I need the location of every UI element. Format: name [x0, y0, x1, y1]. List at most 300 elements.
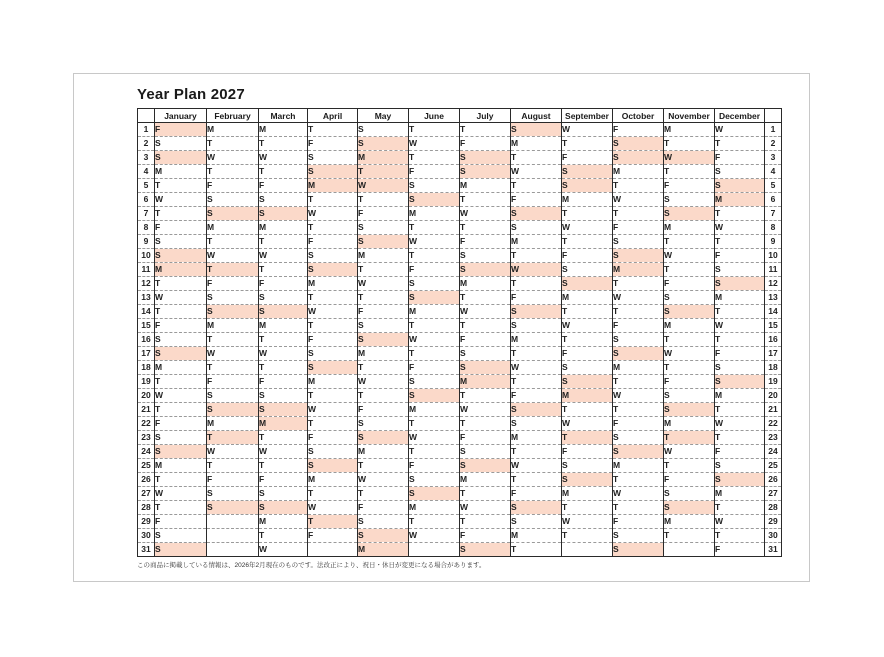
day-cell: S — [409, 291, 460, 305]
day-cell: S — [409, 487, 460, 501]
day-cell: T — [460, 123, 511, 137]
day-cell: F — [409, 263, 460, 277]
day-cell — [207, 529, 259, 543]
day-cell: W — [715, 515, 765, 529]
day-row — [138, 515, 782, 529]
day-number-left: 10 — [138, 249, 155, 263]
day-cell: S — [155, 249, 207, 263]
day-cell: T — [715, 207, 765, 221]
day-cell: S — [715, 459, 765, 473]
day-row — [138, 235, 782, 249]
day-row — [138, 277, 782, 291]
day-cell: M — [155, 459, 207, 473]
day-number-left: 26 — [138, 473, 155, 487]
day-cell: S — [409, 473, 460, 487]
day-cell: F — [715, 543, 765, 557]
day-cell: S — [409, 179, 460, 193]
day-row — [138, 529, 782, 543]
day-cell: W — [259, 445, 308, 459]
day-cell: W — [460, 501, 511, 515]
day-cell: T — [409, 123, 460, 137]
day-cell: W — [511, 361, 562, 375]
day-cell: W — [562, 417, 613, 431]
day-cell: T — [511, 249, 562, 263]
day-cell: W — [409, 333, 460, 347]
day-cell: T — [155, 277, 207, 291]
day-cell: T — [409, 249, 460, 263]
day-cell: S — [613, 151, 664, 165]
day-cell: T — [358, 389, 409, 403]
day-cell: M — [358, 151, 409, 165]
day-cell: T — [155, 473, 207, 487]
day-cell: W — [664, 249, 715, 263]
day-cell: M — [308, 277, 358, 291]
day-cell: S — [409, 375, 460, 389]
day-cell: W — [358, 375, 409, 389]
day-cell: S — [715, 179, 765, 193]
day-cell: S — [259, 305, 308, 319]
day-number-right: 10 — [765, 249, 782, 263]
day-cell: S — [358, 235, 409, 249]
day-cell: F — [664, 473, 715, 487]
day-number-right: 6 — [765, 193, 782, 207]
year-plan-table — [137, 108, 782, 557]
day-cell: F — [664, 179, 715, 193]
day-cell: S — [511, 403, 562, 417]
day-cell: S — [358, 319, 409, 333]
day-cell: F — [562, 249, 613, 263]
footnote: この商品に掲載している情報は、2026年2月現在のものです。法改正により、祝日・休日が変更になる場合があります。 — [137, 562, 486, 569]
day-cell: T — [409, 417, 460, 431]
day-cell: M — [613, 165, 664, 179]
day-cell: T — [613, 375, 664, 389]
day-row — [138, 445, 782, 459]
day-cell: T — [562, 403, 613, 417]
day-number-right: 11 — [765, 263, 782, 277]
day-number-left: 30 — [138, 529, 155, 543]
day-number-left: 23 — [138, 431, 155, 445]
day-cell — [409, 543, 460, 557]
day-cell: T — [409, 347, 460, 361]
day-number-right: 2 — [765, 137, 782, 151]
day-row — [138, 431, 782, 445]
day-row — [138, 123, 782, 137]
day-number-right: 1 — [765, 123, 782, 137]
day-cell: T — [259, 137, 308, 151]
day-cell: F — [155, 123, 207, 137]
day-cell: W — [613, 389, 664, 403]
day-cell: S — [715, 375, 765, 389]
day-number-left: 11 — [138, 263, 155, 277]
page-title: Year Plan 2027 — [137, 86, 245, 103]
day-cell: M — [259, 221, 308, 235]
day-cell: T — [562, 137, 613, 151]
day-number-right: 26 — [765, 473, 782, 487]
day-row — [138, 207, 782, 221]
day-cell: S — [460, 165, 511, 179]
day-cell: T — [715, 529, 765, 543]
day-cell: T — [613, 207, 664, 221]
month-header: April — [308, 109, 358, 123]
day-cell: T — [664, 263, 715, 277]
day-cell: M — [511, 137, 562, 151]
day-cell: T — [358, 263, 409, 277]
day-cell: W — [308, 501, 358, 515]
day-row — [138, 459, 782, 473]
day-cell: S — [562, 165, 613, 179]
day-cell: T — [562, 305, 613, 319]
day-cell: F — [358, 207, 409, 221]
day-row — [138, 179, 782, 193]
day-cell: M — [715, 389, 765, 403]
day-cell: M — [664, 319, 715, 333]
day-number-right: 29 — [765, 515, 782, 529]
day-cell: M — [460, 179, 511, 193]
day-cell — [308, 543, 358, 557]
day-row — [138, 403, 782, 417]
day-cell: S — [207, 501, 259, 515]
day-number-left: 28 — [138, 501, 155, 515]
day-cell: T — [613, 501, 664, 515]
day-cell: S — [511, 417, 562, 431]
day-cell: S — [562, 361, 613, 375]
day-cell: W — [715, 221, 765, 235]
day-cell: S — [409, 389, 460, 403]
day-cell: M — [460, 375, 511, 389]
day-cell: S — [715, 263, 765, 277]
day-cell: S — [613, 347, 664, 361]
day-row — [138, 291, 782, 305]
day-cell: T — [460, 319, 511, 333]
day-cell: T — [155, 375, 207, 389]
day-row — [138, 263, 782, 277]
day-number-right: 9 — [765, 235, 782, 249]
day-row — [138, 375, 782, 389]
day-cell: T — [259, 431, 308, 445]
day-cell: T — [613, 277, 664, 291]
day-cell: F — [259, 277, 308, 291]
day-cell: T — [715, 235, 765, 249]
day-cell: M — [308, 473, 358, 487]
day-cell: T — [308, 487, 358, 501]
day-cell: W — [613, 487, 664, 501]
header-corner-right — [765, 109, 782, 123]
day-cell: W — [358, 179, 409, 193]
day-cell: S — [358, 431, 409, 445]
day-number-left: 18 — [138, 361, 155, 375]
day-cell: W — [259, 151, 308, 165]
day-number-right: 25 — [765, 459, 782, 473]
day-cell: S — [155, 347, 207, 361]
day-cell: S — [511, 319, 562, 333]
day-cell: T — [562, 431, 613, 445]
day-cell: S — [562, 277, 613, 291]
day-number-right: 7 — [765, 207, 782, 221]
day-number-right: 22 — [765, 417, 782, 431]
day-cell: F — [511, 389, 562, 403]
day-cell: S — [155, 137, 207, 151]
day-cell: T — [460, 291, 511, 305]
day-cell: T — [664, 361, 715, 375]
day-cell: S — [613, 445, 664, 459]
day-cell: S — [155, 151, 207, 165]
day-cell: F — [308, 431, 358, 445]
day-cell: F — [613, 515, 664, 529]
day-number-left: 12 — [138, 277, 155, 291]
day-cell: M — [409, 305, 460, 319]
day-cell: S — [664, 389, 715, 403]
day-cell: F — [562, 347, 613, 361]
day-cell: T — [155, 305, 207, 319]
day-cell: W — [259, 543, 308, 557]
day-cell: M — [460, 277, 511, 291]
day-cell: F — [409, 459, 460, 473]
day-number-right: 28 — [765, 501, 782, 515]
day-cell: T — [259, 235, 308, 249]
day-cell: S — [511, 305, 562, 319]
day-row — [138, 137, 782, 151]
month-header: September — [562, 109, 613, 123]
day-cell: S — [613, 249, 664, 263]
day-cell: M — [562, 193, 613, 207]
day-row — [138, 347, 782, 361]
day-cell: M — [409, 207, 460, 221]
day-cell: F — [562, 151, 613, 165]
day-cell: T — [664, 431, 715, 445]
day-cell: T — [308, 417, 358, 431]
day-cell: S — [664, 403, 715, 417]
day-number-left: 2 — [138, 137, 155, 151]
day-cell: S — [664, 501, 715, 515]
day-cell: M — [207, 319, 259, 333]
day-cell: T — [511, 375, 562, 389]
day-cell: F — [308, 235, 358, 249]
day-cell: S — [259, 207, 308, 221]
day-cell — [207, 543, 259, 557]
month-header: February — [207, 109, 259, 123]
day-cell: S — [358, 515, 409, 529]
day-cell: W — [207, 151, 259, 165]
day-cell: F — [715, 445, 765, 459]
day-cell: S — [155, 529, 207, 543]
day-cell: T — [207, 263, 259, 277]
day-cell: T — [259, 529, 308, 543]
day-cell: T — [511, 445, 562, 459]
day-cell: F — [155, 515, 207, 529]
day-number-right: 23 — [765, 431, 782, 445]
day-cell: W — [358, 277, 409, 291]
day-cell: T — [511, 347, 562, 361]
day-cell: W — [409, 529, 460, 543]
day-cell: F — [511, 291, 562, 305]
day-cell: S — [308, 459, 358, 473]
day-number-right: 14 — [765, 305, 782, 319]
day-cell: S — [460, 361, 511, 375]
day-cell: S — [259, 487, 308, 501]
day-cell: W — [511, 165, 562, 179]
day-cell: S — [308, 263, 358, 277]
day-cell: S — [562, 179, 613, 193]
day-cell: S — [511, 515, 562, 529]
day-cell: S — [460, 151, 511, 165]
day-cell: T — [308, 221, 358, 235]
day-cell: T — [715, 431, 765, 445]
day-cell: S — [613, 333, 664, 347]
day-cell: M — [207, 123, 259, 137]
day-cell: M — [511, 333, 562, 347]
day-number-left: 27 — [138, 487, 155, 501]
day-cell: S — [715, 361, 765, 375]
day-cell: F — [409, 165, 460, 179]
day-cell: W — [155, 389, 207, 403]
day-cell — [207, 515, 259, 529]
day-cell: T — [664, 165, 715, 179]
day-cell: W — [460, 305, 511, 319]
day-cell: M — [409, 501, 460, 515]
day-number-left: 6 — [138, 193, 155, 207]
day-cell: S — [308, 249, 358, 263]
day-cell: W — [409, 431, 460, 445]
day-cell: S — [207, 207, 259, 221]
day-cell: T — [409, 151, 460, 165]
day-cell: W — [511, 263, 562, 277]
day-cell: F — [664, 375, 715, 389]
day-cell: S — [259, 193, 308, 207]
day-row — [138, 361, 782, 375]
day-cell: T — [155, 207, 207, 221]
day-cell: T — [613, 179, 664, 193]
day-cell: T — [259, 263, 308, 277]
month-header: August — [511, 109, 562, 123]
day-number-left: 9 — [138, 235, 155, 249]
day-cell: T — [460, 193, 511, 207]
day-number-right: 21 — [765, 403, 782, 417]
day-cell: T — [613, 473, 664, 487]
day-cell: M — [562, 487, 613, 501]
day-cell: W — [409, 235, 460, 249]
day-cell: S — [460, 543, 511, 557]
day-cell: F — [511, 487, 562, 501]
day-number-left: 20 — [138, 389, 155, 403]
day-number-right: 20 — [765, 389, 782, 403]
day-cell: W — [715, 417, 765, 431]
day-cell: M — [358, 445, 409, 459]
day-number-left: 1 — [138, 123, 155, 137]
day-cell: S — [664, 305, 715, 319]
day-cell: T — [259, 165, 308, 179]
day-cell: S — [562, 473, 613, 487]
day-cell: S — [511, 207, 562, 221]
day-cell: W — [715, 319, 765, 333]
day-cell: M — [664, 417, 715, 431]
day-cell: F — [358, 305, 409, 319]
day-cell: W — [460, 207, 511, 221]
day-cell: S — [613, 543, 664, 557]
day-cell: M — [562, 291, 613, 305]
day-cell: S — [409, 277, 460, 291]
day-cell: T — [259, 459, 308, 473]
day-cell: M — [613, 361, 664, 375]
day-cell: T — [511, 473, 562, 487]
day-cell: W — [308, 305, 358, 319]
day-cell: T — [562, 501, 613, 515]
day-cell: W — [207, 347, 259, 361]
day-cell: M — [511, 529, 562, 543]
day-cell: M — [511, 431, 562, 445]
day-cell: T — [409, 445, 460, 459]
day-cell: M — [358, 543, 409, 557]
day-row — [138, 543, 782, 557]
day-cell: T — [715, 403, 765, 417]
day-rows — [138, 123, 782, 557]
day-cell: F — [715, 347, 765, 361]
day-cell: S — [460, 263, 511, 277]
day-cell: F — [511, 193, 562, 207]
day-cell: S — [613, 431, 664, 445]
day-cell: F — [562, 445, 613, 459]
day-cell: S — [460, 249, 511, 263]
day-cell: T — [460, 417, 511, 431]
day-number-right: 24 — [765, 445, 782, 459]
month-header: October — [613, 109, 664, 123]
day-cell: S — [308, 445, 358, 459]
day-row — [138, 417, 782, 431]
day-cell: T — [308, 123, 358, 137]
day-cell: W — [562, 515, 613, 529]
day-cell: W — [259, 249, 308, 263]
day-cell: M — [664, 221, 715, 235]
day-row — [138, 151, 782, 165]
day-cell: F — [308, 529, 358, 543]
day-number-right: 12 — [765, 277, 782, 291]
day-cell: T — [511, 543, 562, 557]
day-cell: F — [613, 417, 664, 431]
month-header: June — [409, 109, 460, 123]
day-cell: M — [259, 515, 308, 529]
day-cell: S — [358, 333, 409, 347]
day-cell: F — [207, 473, 259, 487]
day-cell: W — [562, 319, 613, 333]
day-cell: W — [715, 123, 765, 137]
day-cell: F — [460, 137, 511, 151]
day-cell: T — [460, 389, 511, 403]
day-cell: T — [358, 459, 409, 473]
day-cell: F — [613, 319, 664, 333]
day-cell: T — [664, 529, 715, 543]
day-number-left: 31 — [138, 543, 155, 557]
day-cell: W — [460, 403, 511, 417]
day-number-left: 21 — [138, 403, 155, 417]
day-cell: S — [155, 333, 207, 347]
day-cell: T — [715, 305, 765, 319]
day-number-right: 19 — [765, 375, 782, 389]
day-row — [138, 333, 782, 347]
month-header-row — [138, 109, 782, 123]
day-cell: W — [207, 249, 259, 263]
day-cell: T — [562, 235, 613, 249]
day-cell: T — [511, 179, 562, 193]
day-cell: T — [358, 487, 409, 501]
day-number-right: 16 — [765, 333, 782, 347]
day-cell: T — [259, 333, 308, 347]
day-cell: W — [664, 347, 715, 361]
day-cell: W — [155, 291, 207, 305]
day-cell: F — [715, 249, 765, 263]
day-cell: S — [613, 235, 664, 249]
day-number-left: 29 — [138, 515, 155, 529]
day-number-right: 17 — [765, 347, 782, 361]
day-cell: W — [562, 123, 613, 137]
